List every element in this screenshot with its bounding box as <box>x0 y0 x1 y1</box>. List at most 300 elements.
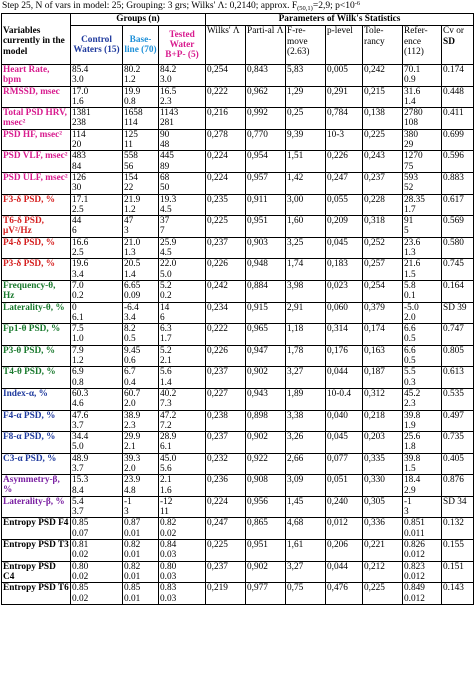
baseline-value-se: 0.01 <box>124 593 141 604</box>
cv-value: 0.617 <box>442 194 474 216</box>
tested-value-se: 7.3 <box>160 399 172 410</box>
header-reference: Refer-ence (112) <box>403 26 442 65</box>
cv-value: 0.143 <box>442 583 474 605</box>
baseline-value-se: 22 <box>124 183 134 194</box>
table-row <box>2 86 474 108</box>
reference-value <box>403 151 442 173</box>
tested-value-mean: 25.9 <box>160 237 177 248</box>
partial-value: 0,951 <box>246 216 286 238</box>
baseline-value-mean: 0.87 <box>124 518 141 529</box>
reference-value-mean: 70.1 <box>404 65 421 75</box>
reference-value-mean: 28.35 <box>404 194 425 205</box>
baseline-value-mean: 60.7 <box>124 388 141 399</box>
reference-value-mean: 45.2 <box>404 388 421 399</box>
reference-value-se: 0.9 <box>404 75 416 86</box>
table-row <box>2 302 474 324</box>
control-value <box>71 561 123 583</box>
control-value <box>71 65 123 87</box>
header-row-top <box>2 14 474 26</box>
tested-value <box>159 410 206 432</box>
control-value-mean: 16.6 <box>72 237 89 248</box>
control-value <box>71 518 123 540</box>
reference-value <box>403 518 442 540</box>
reference-value <box>403 280 442 302</box>
control-value-mean: 47.6 <box>72 410 89 421</box>
control-value-mean: 5.4 <box>72 496 84 507</box>
fremove-value: 1,18 <box>286 324 326 346</box>
cv-value: 0.497 <box>442 410 474 432</box>
baseline-value <box>123 453 159 475</box>
cv-value: 0.132 <box>442 518 474 540</box>
partial-value: 0,956 <box>246 496 286 518</box>
cv-value: 0.699 <box>442 129 474 151</box>
table-row <box>2 583 474 605</box>
cv-value: 0.883 <box>442 172 474 194</box>
tested-value <box>159 583 206 605</box>
wilks-value: 0,225 <box>206 540 246 562</box>
table-row <box>2 259 474 281</box>
tolerancy-value: 0,330 <box>363 475 403 497</box>
tested-value-se: 0.2 <box>160 291 172 302</box>
tolerancy-value: 0,335 <box>363 453 403 475</box>
baseline-value-mean: 6.65 <box>124 280 141 291</box>
plevel-value: 0,176 <box>326 345 363 367</box>
header-cv: Cv or <box>443 26 464 36</box>
reference-value-mean: 31.6 <box>404 86 421 97</box>
baseline-value <box>123 475 159 497</box>
reference-value <box>403 388 442 410</box>
cv-value: 0.405 <box>442 453 474 475</box>
tolerancy-value: 0,203 <box>363 432 403 454</box>
plevel-value: 0,247 <box>326 172 363 194</box>
fremove-value: 3,09 <box>286 475 326 497</box>
control-value-se: 6 <box>72 226 77 237</box>
table-row <box>2 410 474 432</box>
tested-value-se: 3.0 <box>160 75 172 86</box>
partial-value: 0,962 <box>246 86 286 108</box>
tolerancy-value: 0,215 <box>363 86 403 108</box>
plevel-value: 0,206 <box>326 540 363 562</box>
baseline-value-mean: 23.9 <box>124 475 141 486</box>
baseline-value <box>123 518 159 540</box>
tested-value-mean: -12 <box>160 496 173 507</box>
table-body <box>2 65 474 605</box>
cv-value: 0.613 <box>442 367 474 389</box>
tested-value <box>159 475 206 497</box>
table-row <box>2 65 474 87</box>
table-row <box>2 561 474 583</box>
tested-value <box>159 432 206 454</box>
baseline-value <box>123 65 159 87</box>
table-row <box>2 345 474 367</box>
wilks-value: 0,238 <box>206 410 246 432</box>
control-value <box>71 151 123 173</box>
tested-value-mean: 68 <box>160 172 170 183</box>
baseline-value <box>123 237 159 259</box>
baseline-value <box>123 151 159 173</box>
control-value-se: 1.0 <box>72 334 84 345</box>
tested-value-mean: 90 <box>160 129 170 140</box>
tested-value-se: 2.1 <box>160 356 172 367</box>
fremove-value: 1,78 <box>286 345 326 367</box>
baseline-value-mean: 1658 <box>124 108 143 119</box>
fremove-value: 1,60 <box>286 216 326 238</box>
fremove-value: 2,91 <box>286 302 326 324</box>
tested-value-se: 7.2 <box>160 420 172 431</box>
reference-value-mean: 23.6 <box>404 237 421 248</box>
reference-value-se: 29 <box>404 140 414 151</box>
tested-value-se: 0.03 <box>160 550 177 561</box>
baseline-value-se: 3 <box>124 507 129 518</box>
partial-value: 0,954 <box>246 151 286 173</box>
plevel-value: 0,240 <box>326 496 363 518</box>
control-value <box>71 129 123 151</box>
reference-value-se: 0.012 <box>404 571 425 582</box>
fremove-value: 0,75 <box>286 583 326 605</box>
reference-value-mean: 1270 <box>404 151 423 162</box>
table-row <box>2 453 474 475</box>
plevel-value: 0,060 <box>326 302 363 324</box>
reference-value-mean: 5.8 <box>404 280 416 291</box>
tested-value-mean: 2.1 <box>160 475 172 486</box>
wilks-value: 0,236 <box>206 475 246 497</box>
tested-value <box>159 324 206 346</box>
header-control-waters: Control Waters (15) <box>71 26 123 65</box>
fremove-value: 9,39 <box>286 129 326 151</box>
fremove-value: 4,68 <box>286 518 326 540</box>
plevel-value: 0,055 <box>326 194 363 216</box>
control-value-mean: 0 <box>72 302 77 313</box>
partial-value: 0,992 <box>246 108 286 130</box>
partial-value: 0,911 <box>246 194 286 216</box>
cv-value: SD 39 <box>442 302 474 324</box>
reference-value <box>403 172 442 194</box>
header-tested-water: Tested Water B+P- (5) <box>159 26 206 65</box>
fremove-value: 3,25 <box>286 237 326 259</box>
fremove-value: 3,27 <box>286 561 326 583</box>
baseline-value-mean: 20.5 <box>124 259 141 270</box>
baseline-value-mean: 38.9 <box>124 410 141 421</box>
variable-name: P4-δ PSD, % <box>2 237 71 259</box>
variable-name: Entropy PSD F4 <box>2 518 71 540</box>
reference-value <box>403 561 442 583</box>
partial-value: 0,770 <box>246 129 286 151</box>
reference-value-se: 75 <box>404 161 414 172</box>
reference-value <box>403 453 442 475</box>
tested-value <box>159 151 206 173</box>
control-value <box>71 475 123 497</box>
header-parameters: Parameters of Wilk's Statistics <box>206 14 474 26</box>
tested-value-mean: 40.2 <box>160 388 177 399</box>
reference-value-se: 1.3 <box>404 248 416 259</box>
tested-value <box>159 453 206 475</box>
tested-value-mean: 1143 <box>160 108 179 119</box>
baseline-value-se: 1.2 <box>124 204 136 215</box>
control-value-se: 0.2 <box>72 291 84 302</box>
reference-value <box>403 410 442 432</box>
tested-value <box>159 280 206 302</box>
baseline-value-mean: 47 <box>124 216 134 227</box>
wilks-value: 0,237 <box>206 237 246 259</box>
tested-value-se: 0.03 <box>160 593 177 604</box>
control-value-se: 2.5 <box>72 248 84 259</box>
baseline-value <box>123 345 159 367</box>
tested-value <box>159 129 206 151</box>
variable-name: T4-θ PSD, % <box>2 367 71 389</box>
fremove-value: 3,27 <box>286 367 326 389</box>
reference-value-mean: 21.6 <box>404 259 421 270</box>
reference-value-se: 0.011 <box>404 528 425 539</box>
partial-value: 0,902 <box>246 367 286 389</box>
variable-name: PSD VLF, msec² <box>2 151 71 173</box>
variable-name: Fp1-θ PSD, % <box>2 324 71 346</box>
baseline-value <box>123 540 159 562</box>
reference-value <box>403 129 442 151</box>
control-value-mean: 6.9 <box>72 367 84 378</box>
baseline-value-mean: 9.45 <box>124 345 141 356</box>
tolerancy-value: 0,254 <box>363 280 403 302</box>
tolerancy-value: 0,163 <box>363 345 403 367</box>
variable-name: F4-α PSD, % <box>2 410 71 432</box>
control-value <box>71 216 123 238</box>
control-value-mean: 7.0 <box>72 280 84 291</box>
reference-value <box>403 302 442 324</box>
tested-value <box>159 561 206 583</box>
variable-name: RMSSD, msec <box>2 86 71 108</box>
reference-value-mean: -5.0 <box>404 302 419 313</box>
baseline-value-se: 11 <box>124 140 133 151</box>
wilks-value: 0,222 <box>206 86 246 108</box>
baseline-value <box>123 496 159 518</box>
cv-value: SD 34 <box>442 496 474 518</box>
baseline-value-mean: 21.0 <box>124 237 141 248</box>
baseline-value-se: 0.01 <box>124 528 141 539</box>
control-value <box>71 237 123 259</box>
reference-value-mean: 2780 <box>404 108 423 119</box>
partial-value: 0,843 <box>246 65 286 87</box>
control-value-se: 4.6 <box>72 399 84 410</box>
control-value <box>71 324 123 346</box>
plevel-value: 0,012 <box>326 518 363 540</box>
tested-value-se: 1.4 <box>160 377 172 388</box>
partial-value: 0,948 <box>246 259 286 281</box>
cv-value: 0.174 <box>442 65 474 87</box>
reference-value <box>403 65 442 87</box>
tested-value-mean: 47.2 <box>160 410 177 421</box>
tested-value-se: 2.3 <box>160 96 172 107</box>
reference-value-mean: 6.6 <box>404 324 416 335</box>
baseline-value-se: 2.1 <box>124 442 136 453</box>
partial-value: 0,908 <box>246 475 286 497</box>
tested-value-se: 0.03 <box>160 571 177 582</box>
control-value <box>71 280 123 302</box>
control-value-mean: 19.6 <box>72 259 89 270</box>
reference-value-se: 2.9 <box>404 485 416 496</box>
baseline-value <box>123 194 159 216</box>
tested-value-mean: 5.6 <box>160 367 172 378</box>
table-caption <box>2 1 474 12</box>
control-value <box>71 388 123 410</box>
baseline-value-mean: 125 <box>124 129 138 140</box>
control-value-mean: 48.9 <box>72 453 89 464</box>
baseline-value-mean: 6.7 <box>124 367 136 378</box>
control-value-mean: 17.0 <box>72 86 89 97</box>
partial-value: 0,922 <box>246 453 286 475</box>
tested-value-mean: 19.3 <box>160 194 177 205</box>
plevel-value: 0,314 <box>326 324 363 346</box>
cv-value: 0.569 <box>442 216 474 238</box>
baseline-value-se: 2.0 <box>124 399 136 410</box>
reference-value-se: 0.3 <box>404 377 416 388</box>
partial-value: 0,977 <box>246 583 286 605</box>
reference-value-mean: 18.4 <box>404 475 421 486</box>
reference-value <box>403 583 442 605</box>
variable-name: PSD ULF, msec² <box>2 172 71 194</box>
tolerancy-value: 0,212 <box>363 561 403 583</box>
fremove-value: 1,29 <box>286 86 326 108</box>
baseline-value-mean: 8.2 <box>124 324 136 335</box>
table-row <box>2 432 474 454</box>
control-value-se: 0.07 <box>72 528 89 539</box>
reference-value-se: 0.5 <box>404 356 416 367</box>
baseline-value <box>123 388 159 410</box>
fremove-value: 2,66 <box>286 453 326 475</box>
reference-value <box>403 194 442 216</box>
tolerancy-value: 0,218 <box>363 410 403 432</box>
tested-value-se: 6.1 <box>160 442 172 453</box>
table-row <box>2 388 474 410</box>
wilks-value: 0,226 <box>206 259 246 281</box>
baseline-value-mean: 39.3 <box>124 453 141 464</box>
baseline-value-mean: 558 <box>124 151 138 162</box>
header-sd: SD <box>443 36 455 47</box>
plevel-value: 0,077 <box>326 453 363 475</box>
tolerancy-value: 0,318 <box>363 216 403 238</box>
tolerancy-value: 0,257 <box>363 259 403 281</box>
wilks-value: 0,222 <box>206 324 246 346</box>
control-value-mean: 126 <box>72 172 86 183</box>
plevel-value: 0,784 <box>326 108 363 130</box>
baseline-value <box>123 172 159 194</box>
table-row <box>2 172 474 194</box>
reference-value <box>403 475 442 497</box>
reference-value-mean: 25.6 <box>404 432 421 443</box>
cv-value: 0.411 <box>442 108 474 130</box>
fremove-value: 0,25 <box>286 108 326 130</box>
wilks-value: 0,226 <box>206 345 246 367</box>
baseline-value <box>123 367 159 389</box>
control-value-se: 3.0 <box>72 75 84 86</box>
reference-value <box>403 237 442 259</box>
reference-value <box>403 367 442 389</box>
reference-value <box>403 540 442 562</box>
tested-value-se: 4.5 <box>160 248 172 259</box>
control-value-mean: 114 <box>72 129 86 140</box>
variable-name: Entropy PSD T6 <box>2 583 71 605</box>
reference-value-se: 2.0 <box>404 312 416 323</box>
tested-value-mean: 0.82 <box>160 518 177 529</box>
baseline-value <box>123 302 159 324</box>
tested-value-mean: 0.84 <box>160 540 177 551</box>
table-row <box>2 216 474 238</box>
variable-name: Laterality-β, % <box>2 496 71 518</box>
reference-value-mean: 380 <box>404 129 418 140</box>
variable-name: PSD HF, msec² <box>2 129 71 151</box>
plevel-value: 0,045 <box>326 432 363 454</box>
plevel-value: 10-3 <box>326 129 363 151</box>
baseline-value-se: 1.4 <box>124 269 136 280</box>
control-value-mean: 85.4 <box>72 65 89 75</box>
reference-value <box>403 108 442 130</box>
tolerancy-value: 0,228 <box>363 194 403 216</box>
reference-value-se: 0.012 <box>404 550 425 561</box>
partial-value: 0,865 <box>246 518 286 540</box>
control-value-mean: 7.5 <box>72 324 84 335</box>
table-row <box>2 108 474 130</box>
reference-value-mean: 6.6 <box>404 345 416 356</box>
wilks-value: 0,225 <box>206 216 246 238</box>
plevel-value: 0,005 <box>326 65 363 87</box>
wilks-value: 0,237 <box>206 561 246 583</box>
reference-value-se: 1.5 <box>404 269 416 280</box>
baseline-value-mean: 29.9 <box>124 432 141 443</box>
tolerancy-value: 0,312 <box>363 388 403 410</box>
baseline-value-se: 0.5 <box>124 334 136 345</box>
reference-value <box>403 216 442 238</box>
wilks-value: 0,227 <box>206 388 246 410</box>
baseline-value-se: 0.8 <box>124 96 136 107</box>
variable-name: Laterality-θ, % <box>2 302 71 324</box>
plevel-value: 0,183 <box>326 259 363 281</box>
tested-value-se: 1.7 <box>160 334 172 345</box>
reference-value-se: 1.7 <box>404 204 416 215</box>
control-value-mean: 0.85 <box>72 583 89 594</box>
tested-value <box>159 86 206 108</box>
tested-value-mean: 14 <box>160 302 170 313</box>
tested-value <box>159 518 206 540</box>
control-value <box>71 410 123 432</box>
tolerancy-value: 0,237 <box>363 172 403 194</box>
reference-value-se: 0.1 <box>404 291 416 302</box>
plevel-value: 10-0.4 <box>326 388 363 410</box>
control-value-se: 1.6 <box>72 96 84 107</box>
tolerancy-value: 0,225 <box>363 129 403 151</box>
baseline-value <box>123 280 159 302</box>
tested-value <box>159 108 206 130</box>
baseline-value-mean: -6.4 <box>124 302 139 313</box>
variable-name: P3-θ PSD, % <box>2 345 71 367</box>
tested-value <box>159 302 206 324</box>
tested-value-mean: 445 <box>160 151 174 162</box>
tolerancy-value: 0,379 <box>363 302 403 324</box>
table-row <box>2 518 474 540</box>
cv-value: 0.745 <box>442 259 474 281</box>
baseline-value <box>123 561 159 583</box>
caption-main: Step 25, N of vars in model: 25; Grouping: 3 grs; Wilks' Λ: 0,2140; approx. F <box>2 1 298 11</box>
tested-value <box>159 367 206 389</box>
baseline-value <box>123 129 159 151</box>
tested-value-mean: 5.2 <box>160 280 172 291</box>
header-plevel: p-level <box>326 26 363 65</box>
tested-value-mean: 0.80 <box>160 561 177 572</box>
tested-value-se: 0.02 <box>160 528 177 539</box>
control-value-se: 3.7 <box>72 463 84 474</box>
tolerancy-value: 0,243 <box>363 151 403 173</box>
wilks-value: 0,234 <box>206 302 246 324</box>
tested-value-mean: 84.2 <box>160 65 177 75</box>
cv-value: 0.876 <box>442 475 474 497</box>
variable-name: F3-δ PSD, % <box>2 194 71 216</box>
